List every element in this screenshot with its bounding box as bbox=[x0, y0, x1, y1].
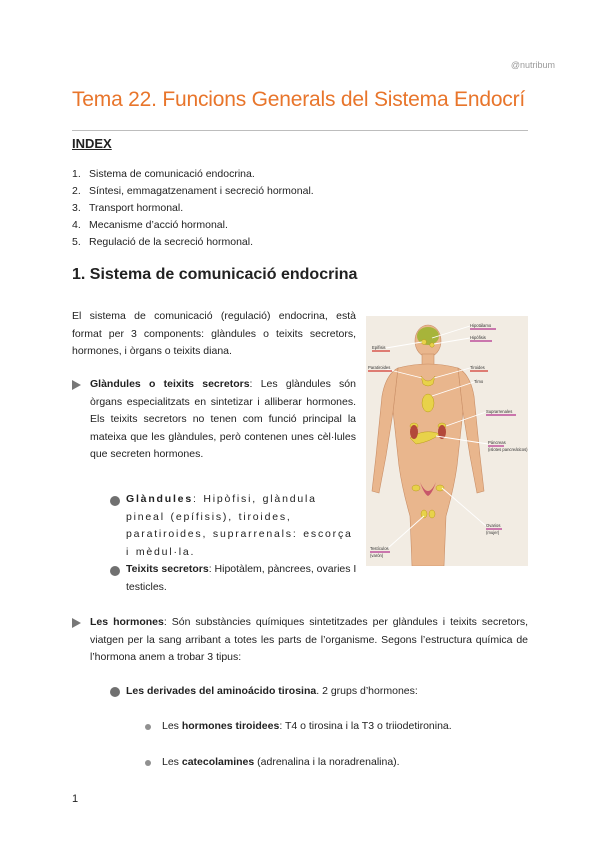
index-item: 2. Síntesi, emmagatzenament i secreció hormonal. bbox=[72, 185, 314, 197]
tiroidees-paragraph: Les hormones tiroidees: T4 o tirosina i la T3 o triiodetironina. bbox=[162, 720, 452, 732]
glandules-list-paragraph: Glàndules: Hipòfisi, glàndula pineal (epífisis), tiroides, paratiroides, suprarrenals: escorça i mèdul·la. bbox=[126, 493, 353, 558]
intro-paragraph: El sistema de comunicació (regulació) endocrina, està format per 3 components: glàndules o teixits secretors, hormones, i òrgans o teixits diana. bbox=[72, 310, 356, 357]
teixits-paragraph: Teixits secretors: Hipotàlem, pàncrees, ovaries I testicles. bbox=[126, 563, 357, 593]
endocrine-system-figure bbox=[366, 316, 528, 566]
page-title: Tema 22. Funcions Generals del Sistema Endocrí bbox=[72, 88, 526, 111]
label-hipofisis: Hipófisis bbox=[470, 335, 486, 340]
glandules-paragraph: Glàndules o teixits secretors: Les glàndules són òrgans especialitzats en sintetizar i alliberar hormones. Els teixits secretors no tenen com funció principal la mateixa que les glàndules, però contenen unes cèl·lules que secreten hormones. bbox=[90, 378, 356, 460]
label-timo: Timo bbox=[474, 379, 484, 384]
label-suprarrenales: Suprarrenales bbox=[486, 409, 513, 414]
label-testiculos-sub: (varón) bbox=[370, 553, 384, 558]
index-item: 3. Transport hormonal. bbox=[72, 202, 184, 214]
watermark: @nutribum bbox=[510, 60, 555, 70]
label-pancreas-sub: (islotes pancreáticos) bbox=[488, 447, 528, 452]
circle-bullet-icon bbox=[110, 496, 120, 506]
label-pancreas: Páncreas bbox=[488, 440, 506, 445]
page-number: 1 bbox=[72, 793, 79, 805]
hormones-paragraph: Les hormones: Són substàncies químiques sintetitzades per glàndules i teixits secretors, viatgen per la sang arribant a totes les parts de l’organisme. Segons l’estructura química de l’hormona anem a trobar 3 tipus: bbox=[90, 616, 528, 663]
index-list bbox=[72, 166, 314, 251]
label-testiculos: Testículos bbox=[370, 546, 389, 551]
catecolamines-paragraph: Les catecolamines (adrenalina i la noradrenalina). bbox=[162, 756, 400, 768]
section-heading: 1. Sistema de comunicació endocrina bbox=[72, 266, 358, 283]
circle-bullet-icon bbox=[110, 687, 120, 697]
label-ovarios: Ovarios bbox=[486, 523, 501, 528]
triangle-bullet-icon bbox=[72, 380, 81, 390]
label-tiroides: Tiroides bbox=[470, 365, 485, 370]
endocrine-illustration bbox=[366, 316, 528, 566]
title-divider bbox=[72, 130, 528, 131]
index-item: 1. Sistema de comunicació endocrina. bbox=[72, 168, 255, 180]
small-bullet-icon bbox=[145, 724, 151, 730]
label-hipotalamo: Hipotálamo bbox=[470, 323, 492, 328]
small-bullet-icon bbox=[145, 760, 151, 766]
label-epifisis: Epífisis bbox=[372, 345, 386, 350]
index-item: 4. Mecanisme d’acció hormonal. bbox=[72, 219, 228, 231]
circle-bullet-icon bbox=[110, 566, 120, 576]
kidney bbox=[410, 425, 418, 439]
index-item: 5. Regulació de la secreció hormonal. bbox=[72, 236, 254, 248]
label-ovarios-sub: (mujer) bbox=[486, 530, 500, 535]
index-heading: INDEX bbox=[72, 136, 112, 151]
derivades-paragraph: Les derivades del aminoácido tirosina. 2 grups d’hormones: bbox=[126, 685, 418, 697]
label-paratiroides: Paratiroides bbox=[368, 365, 391, 370]
triangle-bullet-icon bbox=[72, 618, 81, 628]
